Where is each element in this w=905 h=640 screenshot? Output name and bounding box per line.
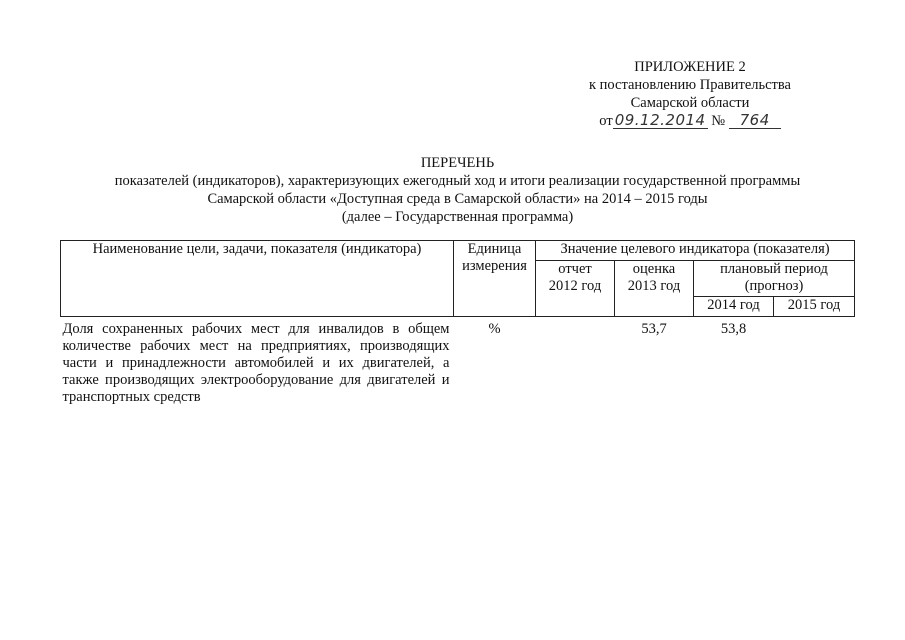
- header-estimate-line-1: оценка: [632, 261, 676, 277]
- appendix-line-2: Самарской области: [630, 95, 750, 111]
- header-report-line-1: отчет: [558, 261, 592, 277]
- appendix-date-line: [599, 112, 780, 130]
- row-name: Доля сохраненных рабочих мест для инвалидов в общем количестве рабочих мест на предприятиях, производящих части и принадлежности автомобилей и их двигателей, а также производящих электрооборудование для двигателей и транспортных средств: [62, 321, 450, 405]
- heading-line-1: показателей (индикаторов), характеризующих ежегодный ход и итоги реализации государственной программы: [114, 173, 801, 189]
- heading-line-2: Самарской области «Доступная среда в Самарской области» на 2014 – 2015 годы: [207, 191, 708, 207]
- header-plan: плановый период (прогноз): [694, 261, 855, 297]
- header-value: Значение целевого индикатора (показателя): [536, 241, 855, 261]
- header-report-line-2: 2012 год: [548, 278, 602, 294]
- header-unit: [454, 241, 536, 317]
- header-report: [536, 261, 615, 317]
- header-estimate: [615, 261, 694, 317]
- header-estimate-line-2: 2013 год: [627, 278, 681, 294]
- table-row: [61, 317, 855, 407]
- appendix-title: ПРИЛОЖЕНИЕ 2: [634, 59, 746, 75]
- document-heading: [60, 154, 855, 226]
- indicators-table: [60, 240, 855, 406]
- number-prefix: №: [711, 113, 726, 129]
- header-name: Наименование цели, задачи, показателя (индикатора): [61, 241, 454, 317]
- row-plan-2015: [774, 317, 855, 407]
- header-2015: 2015 год: [774, 297, 855, 317]
- row-plan-2014: 53,8: [720, 321, 747, 337]
- heading-title: ПЕРЕЧЕНЬ: [420, 155, 495, 171]
- header-unit-line-2: измерения: [462, 258, 527, 274]
- appendix-line-1: к постановлению Правительства: [589, 77, 791, 93]
- heading-line-3: (далее – Государственная программа): [341, 209, 574, 225]
- header-2014: 2014 год: [694, 297, 774, 317]
- row-report-2012: [536, 317, 615, 407]
- appendix-block: [560, 58, 820, 130]
- date-prefix: от: [599, 113, 613, 129]
- row-unit: %: [488, 321, 501, 337]
- row-estimate-2013: 53,7: [641, 321, 667, 337]
- handwritten-date: 09.12.2014: [614, 111, 706, 129]
- handwritten-number: 764: [729, 113, 781, 129]
- header-unit-line-1: Единица: [467, 241, 522, 257]
